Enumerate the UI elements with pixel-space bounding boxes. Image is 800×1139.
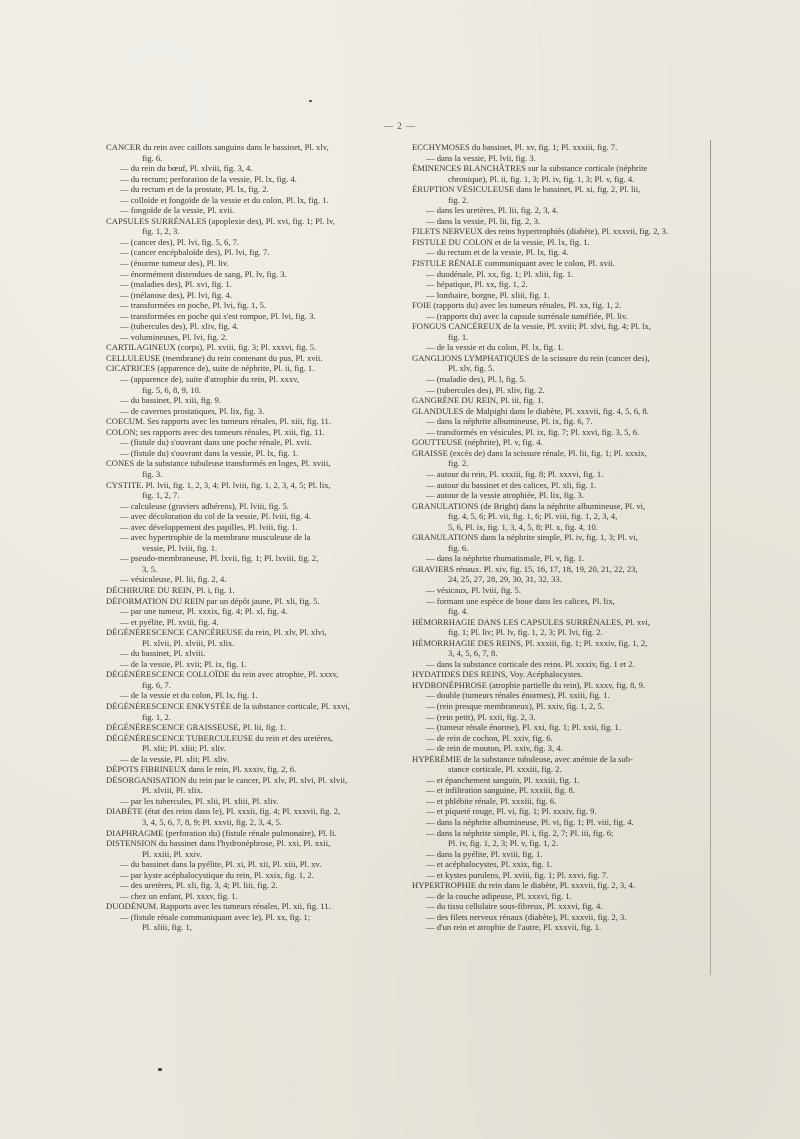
index-entry-heading: CONES de la substance tubuleuse transformés en loges, Pl. xviii, — [106, 458, 331, 469]
index-entry-heading: HÉMORRHAGIE DANS LES CAPSULES SURRÉNALES, Pl. xvi, — [412, 616, 651, 627]
index-entry-heading: HÉMORRHAGIE DES REINS, Pl. xxxiii, fig. 1; Pl. xxxiv, fig. 1, 2, — [412, 637, 648, 648]
index-subentry: — dans la substance corticale des reins. Pl. xxxiv, fig. 1 et 2. — [426, 658, 635, 669]
index-entry-heading: GRANULATIONS dans la néphrite simple, Pl. iv, fig. 1, 3; Pl. vi, — [412, 532, 638, 543]
index-subentry: — de la vessie et du colon, Pl. lx, fig. 1. — [120, 690, 258, 701]
index-continuation: fig. 4, 5, 6; Pl. vii, fig. 1, 6; Pl. viii, fig. 1, 2, 3, 4, — [448, 511, 618, 522]
index-subentry: — (fistule rénale communiquant avec le), Pl. xx, fig. 1; — [120, 911, 311, 922]
index-entry-heading: DÉGÉNÉRESCENCE CANCÉREUSE du rein, Pl. xlv, Pl. xlvi, — [106, 627, 327, 638]
index-continuation: Pl. iv, fig. 1, 2, 3; Pl. v, fig. 1, 2. — [448, 838, 559, 849]
index-entry-heading: GANGLIONS LYMPHATIQUES de la scissure du rein (cancer des), — [412, 352, 650, 363]
index-subentry: — de la vessie, Pl. xlii; Pl. xliv. — [120, 753, 229, 764]
index-subentry: — et piqueté rouge, Pl. vi, fig. 1; Pl. xxxiv, fig. 9. — [426, 806, 597, 817]
index-entry-heading: FISTULE DU COLON et de la vessie, Pl. lx, fig. 1. — [412, 236, 590, 247]
index-subentry: — duodénale, Pl. xx, fig. 1; Pl. xliii, fig. 1. — [426, 268, 574, 279]
index-subentry: — pseudo-membraneuse, Pl. lxvii, fig. 1; Pl. lxviii, fig. 2, — [120, 553, 319, 564]
index-entry-heading: DÉGÉNÉRESCENCE TUBERCULEUSE du rein et des uretères, — [106, 732, 333, 743]
index-subentry: — (tubercules des), Pl. xliv, fig. 4. — [120, 321, 239, 332]
index-entry-heading: HYDRONÉPHROSE (atrophie partielle du rein), Pl. xxxv, fig. 8, 9. — [412, 679, 646, 690]
index-continuation: Pl. xlii; Pl. xliii; Pl. xliv. — [142, 743, 226, 754]
index-subentry: — par une tumeur, Pl. xxxix, fig. 4; Pl. xl, fig. 4. — [120, 606, 288, 617]
index-entry-heading: FONGUS CANCÉREUX de la vessie, Pl. xviii; Pl. xlvi, fig. 4; Pl. lx, — [412, 321, 651, 332]
index-continuation: 5, 6, Pl. ix, fig. 1, 3, 4, 5, 8; Pl. x, fig. 4, 10. — [448, 521, 598, 532]
index-subentry: — transformés en vésicules, Pl. ix, fig. 7; Pl. xxvi, fig. 3, 5, 6. — [426, 426, 640, 437]
index-entry-heading: COLON; ses rapports avec des tumeurs rénales, Pl. xiii, fig. 11. — [106, 426, 325, 437]
index-subentry: — dans la néphrite albumineuse, Pl. ix, fig. 6, 7. — [426, 416, 593, 427]
index-subentry: — et acéphalocystes, Pl. xxix, fig. 1. — [426, 859, 553, 870]
index-subentry: — du rectum et de la vessie, Pl. lx, fig. 4. — [426, 247, 569, 258]
print-speck — [309, 100, 312, 102]
index-subentry: — par les tubercules, Pl. xlii, Pl. xliii, Pl. xliv. — [120, 795, 279, 806]
index-subentry: — du rectum; perforation de la vessie, Pl. lx, fig. 4. — [120, 173, 297, 184]
index-subentry: — de la vessie et du colon, Pl. lx, fig. 1. — [426, 342, 564, 353]
index-subentry: — formant une espèce de boue dans les calices, Pl. lix, — [426, 595, 615, 606]
index-column-left — [106, 142, 404, 933]
index-subentry: — autour de la vessie atrophiée, Pl. lix, fig. 3. — [426, 490, 584, 501]
index-entry-heading: DÉGÉNÉRESCENCE GRAISSEUSE, Pl. lii, fig. 1. — [106, 722, 287, 733]
page-number: — 2 — — [384, 121, 416, 131]
index-subentry: — (fistule du) s'ouvrant dans la vessie, Pl. lx, fig. 1. — [120, 447, 299, 458]
index-subentry: — (rapports du) avec la capsule surrénale tuméfiée, Pl. liv. — [426, 310, 628, 321]
margin-rule — [710, 140, 711, 975]
index-entry-heading: CAPSULES SURRÉNALES (apoplexie des), Pl. xvi, fig. 1; Pl. lv, — [106, 215, 335, 226]
index-continuation: fig. 3. — [142, 468, 163, 479]
index-subentry: — dans la néphrite albumineuse, Pl. vi, fig. 1; Pl. viii, fig. 4. — [426, 817, 634, 827]
index-entry-heading: CICATRICES (apparence de), suite de néphrite, Pl. ii, fig. 1. — [106, 363, 315, 374]
index-entry-heading: HYDATIDES DES REINS, Voy. Acéphalocystes. — [412, 669, 583, 680]
index-subentry: — (maladies des), Pl. xvi, fig. 1. — [120, 279, 232, 290]
index-subentry: — lombaire, borgne, Pl. xliii, fig. 1. — [426, 289, 550, 300]
index-entry-heading: DIAPHRAGME (perforation du) (fistule rénale pulmonaire), Pl. li. — [106, 827, 337, 838]
index-subentry: — dans la néphrite rhumatismale, Pl. v, fig. 1. — [426, 553, 585, 564]
index-continuation: fig. 1; Pl. liv; Pl. lv, fig. 1, 2, 3; Pl. lvi, fig. 2. — [448, 627, 603, 638]
index-continuation: fig. 1, 2, 7. — [142, 490, 180, 501]
index-subentry: — dans la vessie, Pl. lvii, fig. 3. — [426, 152, 536, 163]
index-subentry: — du bassinet dans la pyélite, Pl. xi, Pl. xii, Pl. xiii, Pl. xv. — [120, 859, 322, 870]
index-subentry: — dans la néphrite simple, Pl. i, fig. 2, 7; Pl. iii, fig. 6; — [426, 827, 614, 838]
index-continuation: stance corticale, Pl. xxxiii, fig. 2. — [448, 764, 562, 775]
index-subentry: — dans les uretères, Pl. lii, fig. 2, 3, 4. — [426, 205, 559, 216]
index-entry-heading: DIABÈTE (état des reins dans le), Pl. xxxii, fig. 4; Pl. xxxvii, fig. 2, — [106, 806, 341, 817]
index-subentry: — du rectum et de la prostate, Pl. lx, fig. 2. — [120, 184, 269, 195]
index-subentry: — et kystes purulens, Pl. xviii, fig. 1; Pl. xxvi, fig. 7. — [426, 869, 609, 880]
index-entry-heading: HYPERTROPHIE du rein dans le diabète, Pl. xxxvii, fig. 2, 3, 4. — [412, 880, 635, 891]
index-entry-heading: FISTULE RÉNALE communiquant avec le colon, Pl. xvii. — [412, 258, 615, 269]
index-subentry: — (fistule du) s'ouvrant dans une poche rénale, Pl. xvii. — [120, 437, 312, 448]
index-continuation: fig. 5, 6, 8, 9, 10. — [142, 384, 201, 395]
index-entry-heading: GRAVIERS rénaux. Pl. xiv, fig. 15, 16, 17, 18, 19, 20, 21, 22, 23, — [412, 563, 638, 574]
index-entry-heading: GRANULATIONS (de Bright) dans la néphrite albumineuse, Pl. vi, — [412, 500, 646, 511]
index-subentry: — et phlébite rénale, Pl. xxxiii, fig. 6. — [426, 795, 557, 806]
index-subentry: — des uretères, Pl. xli, fig. 3, 4; Pl. liii, fig. 2. — [120, 880, 278, 891]
index-subentry: — (énorme tumeur des), Pl. liv. — [120, 258, 229, 269]
index-subentry: — du bassinet, Pl. xlviii. — [120, 648, 206, 659]
index-entry-heading: CARTILAGINEUX (corps), Pl. xviii, fig. 3; Pl. xxxvi, fig. 5. — [106, 342, 317, 353]
index-continuation: fig. 2. — [448, 458, 469, 469]
index-entry-heading: DISTENSION du bassinet dans l'hydronéphrose, Pl. xxi, Pl. xxii, — [106, 838, 331, 849]
index-entry-heading: COECUM. Ses rapports avec les tumeurs rénales, Pl. xiii, fig. 11. — [106, 416, 331, 427]
index-subentry: — par kyste acéphalocystique du rein, Pl. xxix, fig. 1, 2. — [120, 869, 314, 880]
index-entry-heading: GLANDULES de Malpighi dans le diabète, Pl. xxxvii, fig. 4, 5, 6, 8. — [412, 405, 649, 416]
index-subentry: — dans la vessie, Pl. lii, fig. 2, 3. — [426, 215, 541, 226]
index-continuation: 3, 4, 5, 6, 7, 8, 9; Pl. xxvii, fig. 2, 3, 4, 5. — [142, 817, 282, 827]
index-subentry: — et pyélite, Pl. xviii, fig. 4. — [120, 616, 219, 627]
index-subentry: — (rein petit), Pl. xxii, fig. 2, 3. — [426, 711, 536, 722]
index-entry-heading: DÉPOTS FIBRINEUX dans le rein, Pl. xxxiv, fig. 2, 6. — [106, 764, 297, 775]
index-subentry: — transformées en poche, Pl. lvi, fig. 1, 5. — [120, 300, 267, 311]
index-subentry: — du tissu cellulaire sous-fibreux, Pl. xxxvi, fig. 4. — [426, 901, 603, 912]
index-continuation: 3, 4, 5, 6, 7, 8. — [448, 648, 498, 659]
index-subentry: — de la couche adipeuse, Pl. xxxvi, fig. 1. — [426, 890, 572, 901]
index-subentry: — chez un enfant, Pl. xxxv, fig. 1. — [120, 890, 238, 901]
index-subentry: — (rein presque membraneux), Pl. xxiv, fig. 1, 2, 5. — [426, 700, 604, 711]
index-subentry: — volumineuses, Pl. lvi, fig. 2. — [120, 331, 228, 342]
index-subentry: — avec décoloration du col de la vessie, Pl. lviii, fig. 4. — [120, 511, 311, 522]
index-subentry: — avec développement des papilles, Pl. lviii, fig. 1. — [120, 521, 298, 532]
index-subentry: — (cancer encéphaloïde des), Pl. lvi, fig. 7. — [120, 247, 270, 258]
index-continuation: 24, 25, 27, 28, 29, 30, 31, 32, 33. — [448, 574, 562, 585]
index-entry-heading: ÉMINENCES BLANCHÂTRES sur la substance corticale (néphrite — [412, 163, 648, 174]
index-continuation: fig. 6. — [448, 542, 469, 553]
index-subentry: — (tubercules des), Pl. xliv, fig. 2. — [426, 384, 545, 395]
index-continuation: Pl. xlv, fig. 5. — [448, 363, 495, 374]
index-entry-heading: DÉSORGANISATION du rein par le cancer, Pl. xlv, Pl. xlvi, Pl. xlvii, — [106, 774, 348, 785]
index-subentry: — de rein de cochon, Pl. xxiv, fig. 6. — [426, 732, 553, 743]
index-continuation: fig. 4. — [448, 606, 469, 617]
index-subentry: — de cavernes prostatiques, Pl. lix, fig. 3. — [120, 405, 265, 416]
index-continuation: Pl. xlvii, Pl. xlviii, Pl. xlix. — [142, 637, 235, 648]
index-subentry: — autour du rein, Pl. xxxiii, fig. 8; Pl. xxxvi, fig. 1. — [426, 468, 604, 479]
index-entry-heading: GOUTTEUSE (néphrite), Pl. v, fig. 4. — [412, 437, 543, 448]
index-subentry: — de rein de mouton, Pl. xxiv, fig. 3, 4. — [426, 743, 563, 754]
index-continuation: fig. 6, 7. — [142, 679, 171, 690]
index-continuation: fig. 1, 2, 3. — [142, 226, 180, 237]
index-subentry: — (maladie des), Pl. l, fig. 5. — [426, 374, 527, 385]
index-subentry: — (mélanose des), Pl. lvi, fig. 4. — [120, 289, 232, 300]
print-speck — [158, 1068, 162, 1071]
index-subentry: — (tumeur rénale énorme), Pl. xxi, fig. 1; Pl. xxii, fig. 1. — [426, 722, 621, 733]
index-entry-heading: FILETS NERVEUX des reins hypertrophiés (diabète), Pl. xxxvii, fig. 2, 3. — [412, 226, 669, 237]
index-subentry: — calculeuse (graviers adhérens), Pl. lviii, fig. 5. — [120, 500, 289, 511]
index-entry-heading: DÉGÉNÉRESCENCE ENKYSTÉE de la substance corticale, Pl. xxvi, — [106, 700, 350, 711]
index-subentry: — vésiculeuse, Pl. lii, fig. 2, 4. — [120, 574, 227, 585]
index-entry-heading: DÉCHIRURE DU REIN, Pl. i, fig. 1. — [106, 584, 235, 595]
index-entry-heading: GRAISSE (excès de) dans la scissure rénale, Pl. lii, fig. 1; Pl. xxxix, — [412, 447, 647, 458]
index-continuation: fig. 2. — [448, 194, 469, 205]
index-entry-heading: ÉRUPTION VÉSICULEUSE dans le bassinet, Pl. xi, fig. 2, Pl. lii, — [412, 184, 641, 195]
index-subentry: — autour du bassinet et des calices, Pl. xli, fig. 1. — [426, 479, 597, 490]
index-subentry: — de la vessie, Pl. xvii; Pl. ix, fig. 1. — [120, 658, 247, 669]
index-subentry: — vésicaux, Pl. lviii, fig. 5. — [426, 584, 522, 595]
index-subentry: — et épanchement sanguin, Pl. xxxiii, fig. 1. — [426, 774, 580, 785]
index-subentry: — fongoïde de la vessie, Pl. xvii. — [120, 205, 235, 216]
index-subentry: — transformées en poche qui s'est rompue, Pl. lvi, fig. 3. — [120, 310, 316, 321]
index-continuation: vessie, Pl. lviii, fig. 1. — [142, 542, 218, 553]
index-subentry: — dans la pyélite, Pl. xviii, fig. 1. — [426, 848, 543, 859]
index-subentry: — des filets nerveux rénaux (diabète), Pl. xxxvii, fig. 2, 3. — [426, 911, 627, 922]
index-entry-heading: DUODÉNUM. Rapports avec les tumeurs rénales, Pl. xii, fig. 11. — [106, 901, 331, 912]
index-continuation: 3, 5. — [142, 563, 158, 574]
index-entry-heading: ECCHYMOSES du bassinet, Pl. xv, fig. 1; Pl. xxxiii, fig. 7. — [412, 142, 618, 152]
index-continuation: Pl. xlviii, Pl. xlix. — [142, 785, 203, 796]
index-entry-heading: CANCER du rein avec caillots sanguins dans le bassinet, Pl. xlv, — [106, 142, 329, 152]
index-continuation: fig. 1. — [448, 331, 469, 342]
index-subentry: — du bassinet, Pl. xiii, fig. 9. — [120, 395, 221, 406]
index-entry-heading: FOIE (rapports du) avec les tumeurs rénales, Pl. xx, fig. 1, 2. — [412, 300, 622, 311]
index-subentry: — double (tumeurs rénales énormes), Pl. xxiii, fig. 1. — [426, 690, 610, 701]
index-entry-heading: CELLULEUSE (membrane) du rein contenant du pus, Pl. xvii. — [106, 352, 323, 363]
index-continuation: chronique), Pl. ii, fig. 1, 3; Pl. iv, fig. 1, 3; Pl. v, fig. 4. — [448, 173, 635, 184]
index-entry-heading: HYPÉRÉMIE de la substance tubuleuse, avec anémie de la sub- — [412, 753, 633, 764]
index-entry-heading: CYSTITE. Pl. lvii, fig. 1, 2, 3, 4; Pl. lviii, fig. 1, 2, 3, 4, 5; Pl. lix, — [106, 479, 331, 490]
index-subentry: — avec hypertrophie de la membrane musculeuse de la — [120, 532, 311, 543]
index-subentry: — (cancer des), Pl. lvi, fig. 5, 6, 7. — [120, 236, 240, 247]
index-subentry: — du rein du bœuf, Pl. xlviii, fig. 3, 4. — [120, 163, 253, 174]
index-entry-heading: DÉGÉNÉRESCENCE COLLOÏDE du rein avec atrophie, Pl. xxxv, — [106, 669, 339, 680]
index-entry-heading: GANGRÈNE DU REIN, Pl. iii, fig. 1. — [412, 395, 544, 406]
index-continuation: Pl. xliii, fig. 1, — [142, 922, 192, 933]
index-continuation: Pl. xxiii, Pl. xxiv. — [142, 848, 202, 859]
index-subentry: — hépatique, Pl. xx, fig. 1, 2. — [426, 279, 528, 290]
index-column-right — [412, 142, 710, 933]
index-subentry: — et infiltration sanguine, Pl. xxxiii, fig. 8. — [426, 785, 575, 796]
index-continuation: fig. 1, 2. — [142, 711, 171, 722]
index-subentry: — énormément distendues de sang, Pl. lv, fig. 3. — [120, 268, 287, 279]
index-subentry: — d'un rein et atrophie de l'autre, Pl. xxxvii, fig. 1. — [426, 922, 602, 933]
index-subentry: — (apparence de), suite d'atrophie du rein, Pl. xxxv, — [120, 374, 300, 385]
index-entry-heading: DÉFORMATION DU REIN par un dépôt jaune, Pl. xli, fig. 5. — [106, 595, 320, 606]
index-continuation: fig. 6. — [142, 152, 163, 163]
index-subentry: — colloïde et fongoïde de la vessie et du colon, Pl. lx, fig. 1. — [120, 194, 329, 205]
